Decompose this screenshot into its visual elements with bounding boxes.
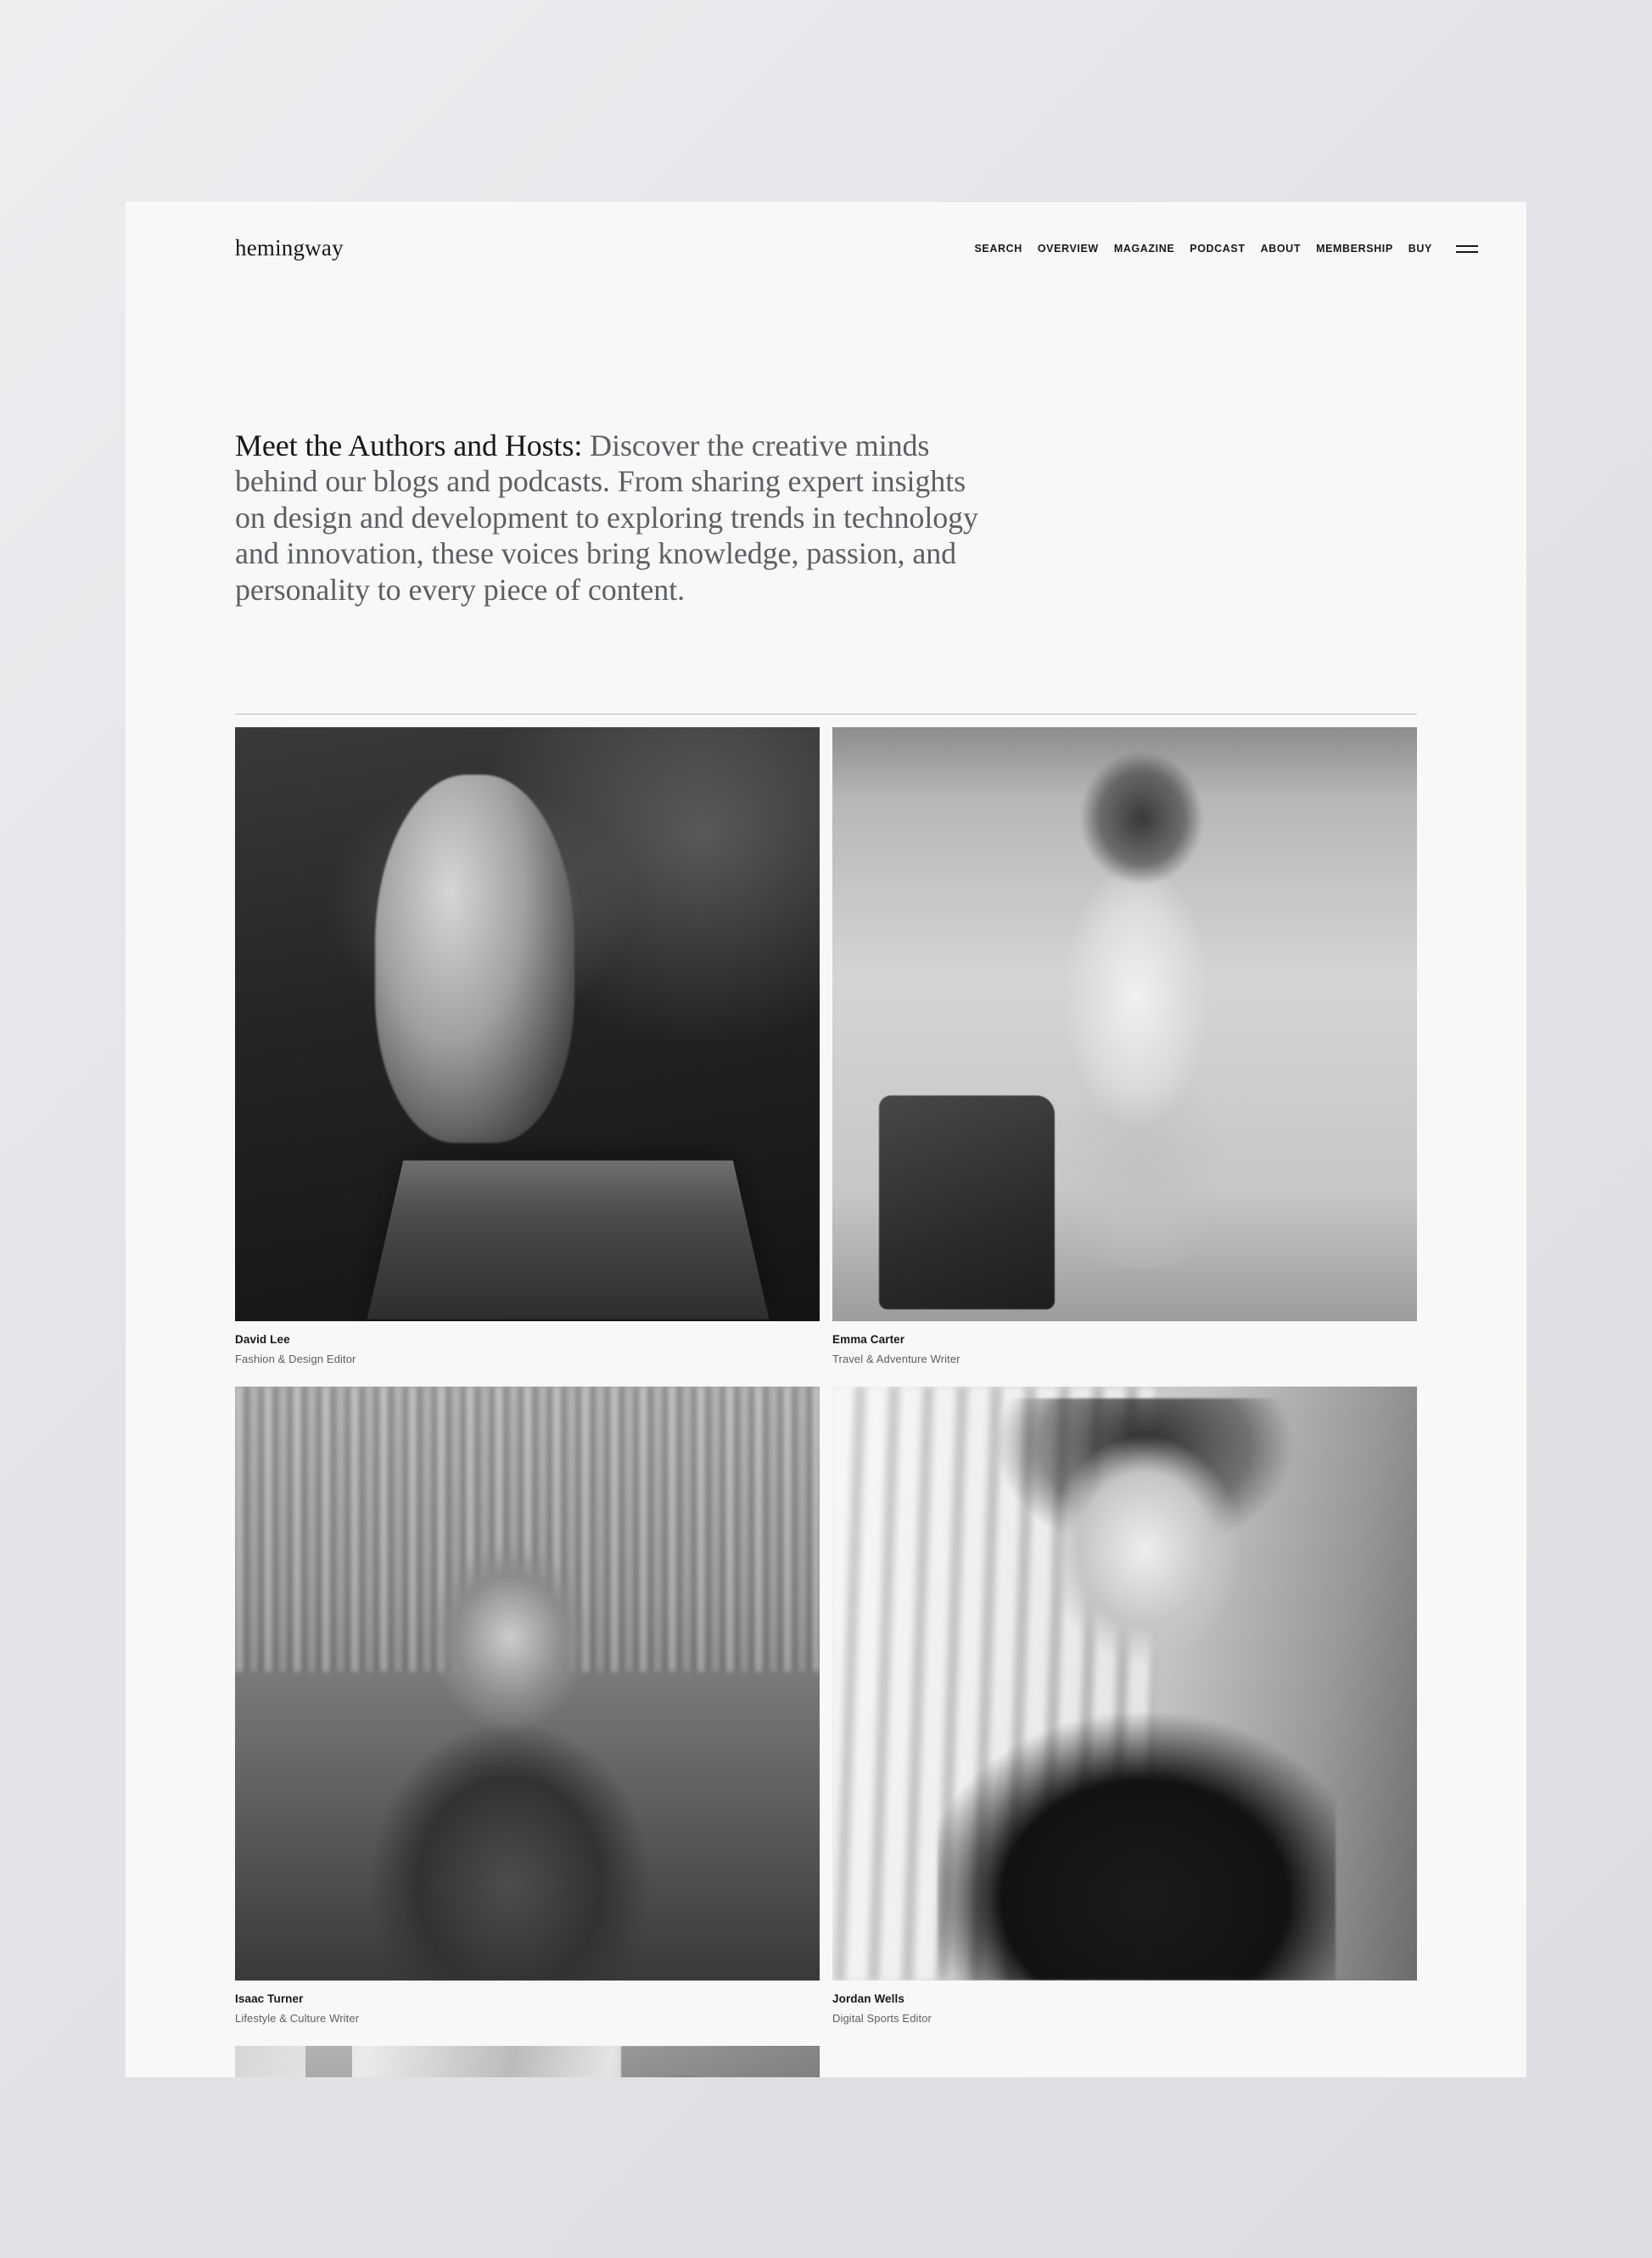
site-header (126, 202, 1526, 287)
author-role: Lifestyle & Culture Writer (235, 2012, 360, 2025)
author-name: Emma Carter (832, 1333, 905, 1347)
author-photo-david-lee[interactable] (235, 727, 820, 1321)
author-meta-isaac-turner (235, 1981, 820, 2046)
main-navigation (974, 234, 1478, 255)
author-name: David Lee (235, 1333, 290, 1347)
nav-item-about[interactable]: ABOUT (1260, 243, 1302, 255)
nav-item-magazine[interactable]: MAGAZINE (1113, 243, 1175, 255)
author-meta-david-lee (235, 1321, 820, 1387)
window-with-plant-photo (235, 2046, 820, 2077)
author-photo-jordan-wells[interactable] (832, 1387, 1417, 1981)
author-photo-emma-carter[interactable] (832, 727, 1417, 1321)
intro-section (126, 287, 1526, 608)
author-card-jordan-wells[interactable] (832, 1387, 1417, 2046)
author-name: Isaac Turner (235, 1992, 304, 2006)
nav-item-podcast[interactable]: PODCAST (1190, 243, 1246, 255)
nav-item-buy[interactable]: BUY (1408, 243, 1432, 255)
authors-grid-section (235, 714, 1417, 2077)
young-person-turtleneck-photo (832, 1387, 1417, 1981)
author-photo-isaac-turner[interactable] (235, 1387, 820, 1981)
author-card-isaac-turner[interactable] (235, 1387, 820, 2046)
man-reading-in-library-photo (235, 1387, 820, 1981)
intro-paragraph (235, 428, 999, 608)
hamburger-line-bottom (1456, 251, 1478, 253)
older-man-at-laptop-photo (235, 727, 820, 1321)
nav-item-membership[interactable]: MEMBERSHIP (1316, 243, 1393, 255)
author-meta-emma-carter (832, 1321, 1417, 1387)
website-viewport (126, 202, 1526, 2077)
intro-lead: Meet the Authors and Hosts: (235, 429, 583, 462)
author-photo-next-partial[interactable] (235, 2046, 820, 2077)
nav-item-search[interactable]: SEARCH (974, 243, 1022, 255)
author-name: Jordan Wells (832, 1992, 904, 2006)
author-card-emma-carter[interactable] (832, 727, 1417, 1387)
author-card-next-partial[interactable] (235, 2046, 820, 2077)
authors-grid (235, 727, 1417, 2077)
nav-item-overview[interactable]: OVERVIEW (1037, 243, 1099, 255)
author-card-next-partial-placeholder (832, 2046, 1417, 2077)
site-logo[interactable]: hemingway (235, 234, 344, 261)
hamburger-line-top (1456, 245, 1478, 247)
woman-with-headphones-photo (832, 727, 1417, 1321)
author-card-david-lee[interactable] (235, 727, 820, 1387)
author-role: Fashion & Design Editor (235, 1353, 356, 1366)
author-meta-jordan-wells (832, 1981, 1417, 2046)
author-role: Travel & Adventure Writer (832, 1353, 960, 1366)
intro-body: Discover the creative minds behind our blogs and podcasts. From sharing expert insights on design and development to exploring trends in technology and innovation, these voices bring knowledge, passion, and personality to every piece of content. (235, 429, 978, 607)
author-role: Digital Sports Editor (832, 2012, 932, 2025)
hamburger-menu-icon[interactable] (1456, 245, 1478, 253)
